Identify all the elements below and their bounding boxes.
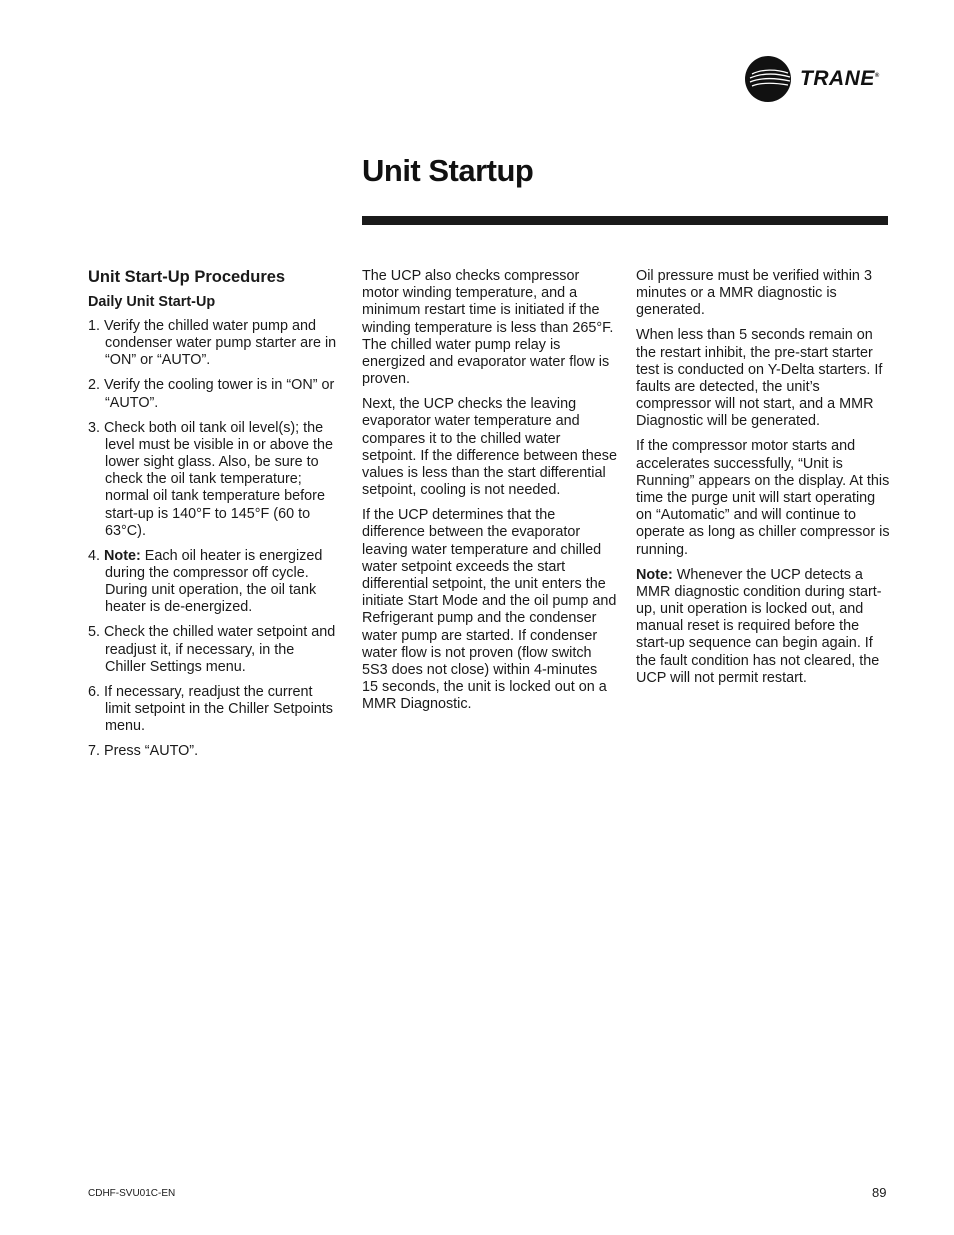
note-text: Whenever the UCP detects a MMR diagnostic condition during start-up, unit operation is locked out, and manual reset is required before the start-up sequence can begin again. If the fault condition has not cleared, the UCP will not permit restart. xyxy=(636,566,882,686)
column-1 xyxy=(88,268,338,768)
note-label: Note: xyxy=(636,566,673,583)
paragraph: Next, the UCP checks the leaving evaporator water temperature and compares it to the chilled water setpoint. If the difference between these values is less than the start differential setpoint, cooling is not needed. xyxy=(362,396,617,499)
step-item: 6. If necessary, readjust the current limit setpoint in the Chiller Setpoints menu. xyxy=(88,683,333,735)
section-subheading: Daily Unit Start-Up xyxy=(88,294,216,310)
paragraph: When less than 5 seconds remain on the restart inhibit, the pre-start starter test is conducted on Y-Delta starters. If faults are detected, the unit’s compressor will not start, and a MMR Diagnostic will be generated. xyxy=(636,327,883,430)
column-2 xyxy=(362,268,617,721)
column-3 xyxy=(636,268,892,695)
trane-logo-icon xyxy=(744,55,792,103)
paragraph: The UCP also checks compressor motor winding temperature, and a minimum restart time is initiated if the winding temperature is less than 265°F. The chilled water pump relay is energized and evaporator water flow is proven. xyxy=(362,268,614,388)
startup-steps xyxy=(88,318,338,760)
paragraph: Oil pressure must be verified within 3 minutes or a MMR diagnostic is generated. xyxy=(636,268,872,319)
page-number: 89 xyxy=(872,1185,887,1200)
page-title: Unit Startup xyxy=(362,153,534,188)
note-paragraph xyxy=(636,567,892,687)
step-item: 2. Verify the cooling tower is in “ON” or “AUTO”. xyxy=(88,377,335,411)
trane-logo xyxy=(744,55,880,103)
trane-wordmark: TRANE® xyxy=(800,67,880,90)
paragraph: If the compressor motor starts and accelerates successfully, “Unit is Running” appears on the display. At this time the purge unit will start operating on “Automatic” and will continue to operate as long as chiller compressor is running. xyxy=(636,438,890,558)
step-item: 4. Note: Each oil heater is energized during the compressor off cycle. During unit operation, the oil tank heater is de-energized. xyxy=(88,547,323,616)
title-rule xyxy=(362,216,888,225)
step-item: 3. Check both oil tank oil level(s); the level must be visible in or above the lower sight glass. Also, be sure to check the oil tank temperature; normal oil tank temperature before start-up is 140°F to 145°F (60 to 63°C). xyxy=(88,419,333,539)
step-item: 7. Press “AUTO”. xyxy=(88,743,199,760)
step-item: 1. Verify the chilled water pump and condenser water pump starter are in “ON” or “AUTO”. xyxy=(88,318,337,369)
paragraph: If the UCP determines that the difference between the evaporator leaving water temperature and chilled water setpoint exceeds the start differential setpoint, the unit enters the initiate Start Mode and the oil pump and Refrigerant pump and the condenser water pump are started. If condenser water flow is not proven (flow switch 5S3 does not close) within 4-minutes 15 seconds, the unit is locked out on a MMR Diagnostic. xyxy=(362,507,617,713)
step-item: 5. Check the chilled water setpoint and readjust it, if necessary, in the Chiller Settings menu. xyxy=(88,624,336,675)
document-id: CDHF-SVU01C-EN xyxy=(88,1188,176,1199)
section-heading: Unit Start-Up Procedures xyxy=(88,268,286,286)
